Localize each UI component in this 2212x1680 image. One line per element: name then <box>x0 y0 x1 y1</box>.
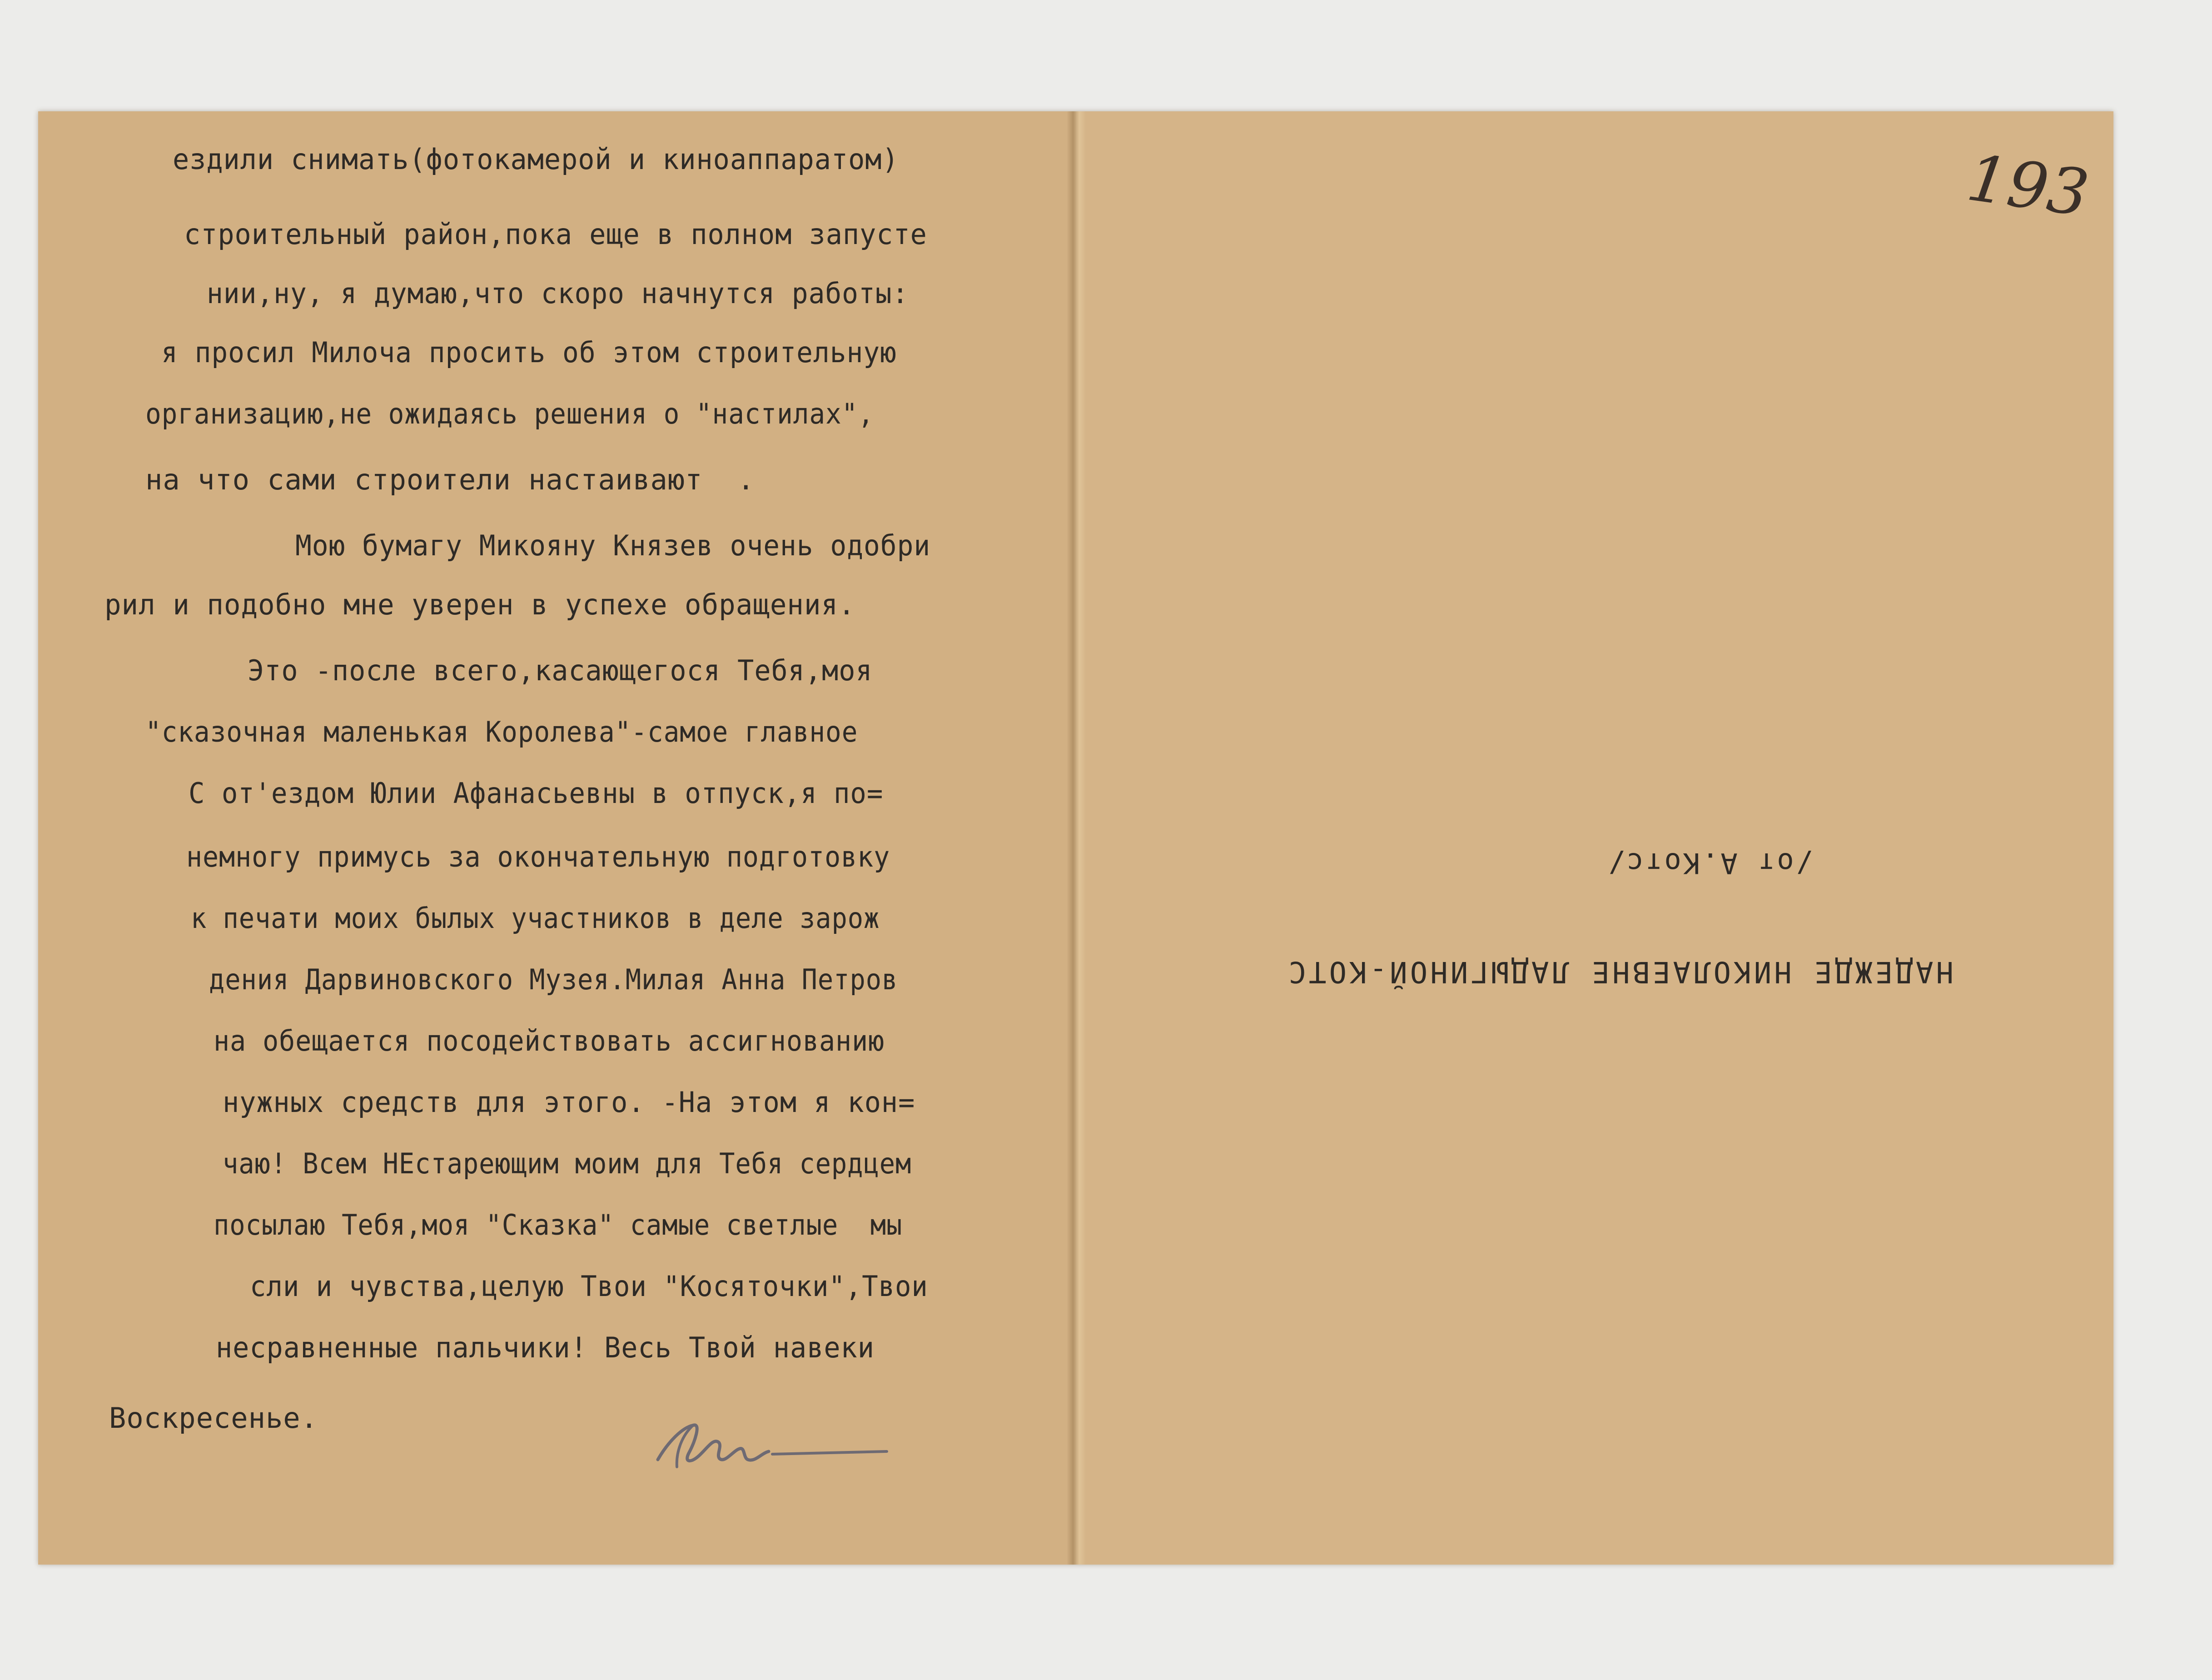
letter-line: Мою бумагу Микояну Князев очень одобри <box>295 529 931 562</box>
letter-line: посылаю Тебя,моя "Сказка" самые светлые мы <box>214 1208 903 1241</box>
letter-line: организацию,не ожидаясь решения о "настилах", <box>145 397 875 430</box>
letter-line: Воскресенье. <box>109 1401 318 1435</box>
letter-line: я просил Милоча просить об этом строительную <box>161 336 897 369</box>
letter-line: Это -после всего,касающегося Тебя,моя <box>248 654 873 687</box>
letter-line: нии,ну, я думаю,что скоро начнутся работы: <box>207 277 909 310</box>
letter-line: "сказочная маленькая Королева"-самое главное <box>145 715 858 748</box>
letter-line: С от'ездом Юлии Афанасьевны в отпуск,я по= <box>189 777 884 810</box>
letter-line: к печати моих былых участников в деле зарож <box>191 902 880 935</box>
handwritten-signature <box>650 1409 895 1481</box>
letter-line: дения Дарвиновского Музея.Милая Анна Петров <box>209 963 898 996</box>
recipient-name: НАДЕЖДЕ НИКОЛАЕВНЕ ЛАДЫГИНОЙ-КОТС <box>1286 955 1954 988</box>
letter-line: строительный район,пока еще в полном запусте <box>184 218 927 251</box>
letter-line: нужных средств для этого. -На этом я кон= <box>223 1086 915 1119</box>
letter-line: сли и чувства,целую Твои "Косяточки",Твои <box>250 1270 928 1303</box>
page-number: 193 <box>1963 141 2093 231</box>
letter-line: ездили снимать(фотокамерой и киноаппаратом) <box>173 143 899 176</box>
letter-line: на обещается посодействовать ассигнованию <box>214 1024 885 1057</box>
address-block <box>1245 836 1954 995</box>
letter-line: несравненные пальчики! Весь Твой навеки <box>216 1331 875 1364</box>
sender-name: /от А.Котс/ <box>1606 847 1813 880</box>
letter-line: рил и подобно мне уверен в успехе обращения. <box>104 588 855 621</box>
letter-line: на что сами строители настаивают . <box>145 463 755 496</box>
center-fold <box>1067 111 1086 1565</box>
letter-line: немногу примусь за окончательную подготовку <box>186 840 890 873</box>
letter-line: чаю! Всем НЕстареющим моим для Тебя сердцем <box>223 1147 912 1180</box>
